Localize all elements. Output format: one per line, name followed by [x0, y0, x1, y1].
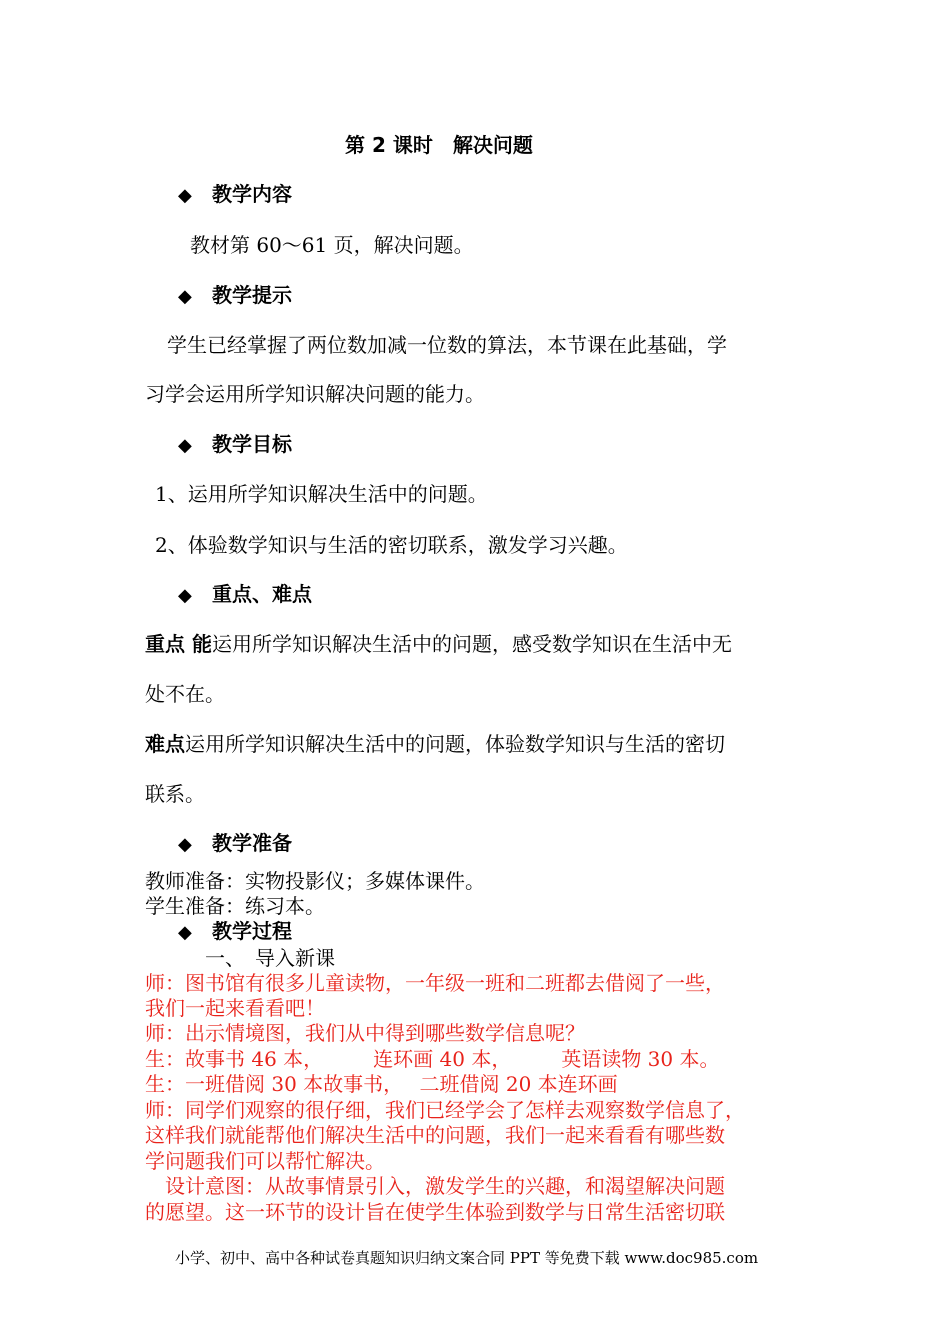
- content-heading-text: 教学内容: [212, 182, 292, 206]
- diamond-bullet-icon: ◆: [178, 286, 192, 307]
- page-footer: 小学、初中、高中各种试卷真题知识归纳文案合同 PPT 等免费下载 www.doc985.com: [175, 1249, 759, 1267]
- section-heading-hint: [178, 279, 292, 308]
- diamond-bullet-icon: ◆: [178, 585, 192, 606]
- hint-line-1: 学生已经掌握了两位数加减一位数的算法，本节课在此基础，学: [167, 333, 727, 357]
- process-line: 设计意图：从故事情景引入，激发学生的兴趣，和渴望解决问题: [145, 1174, 725, 1198]
- hint-line-2: 习学会运用所学知识解决问题的能力。: [145, 382, 485, 406]
- process-step-1: 一、 导入新课: [205, 946, 335, 970]
- difficulty-text: 运用所学知识解决生活中的问题，体验数学知识与生活的密切: [185, 732, 725, 756]
- key-point-line-2: 处不在。: [145, 682, 225, 706]
- section-heading-content: [178, 178, 292, 207]
- key-point-text: 运用所学知识解决生活中的问题，感受数学知识在生活中无: [211, 632, 732, 656]
- hint-heading-text: 教学提示: [212, 283, 292, 307]
- process-line: 生：一班借阅 30 本故事书， 二班借阅 20 本连环画: [145, 1072, 618, 1096]
- process-line: 的愿望。这一环节的设计旨在使学生体验到数学与日常生活密切联: [145, 1200, 725, 1224]
- process-line: 学问题我们可以帮忙解决。: [145, 1149, 385, 1173]
- diamond-bullet-icon: ◆: [178, 834, 192, 855]
- prep-student: 学生准备：练习本。: [145, 894, 325, 918]
- key-point-label: 重点 能: [145, 632, 212, 656]
- process-line: 师：出示情境图，我们从中得到哪些数学信息呢？: [145, 1021, 585, 1045]
- difficulty-line-2: 联系。: [145, 782, 205, 806]
- section-heading-prep: [178, 827, 292, 856]
- page-title: 第 2 课时 解决问题: [345, 133, 533, 157]
- process-line: 师：图书馆有很多儿童读物，一年级一班和二班都去借阅了一些，: [145, 971, 725, 995]
- difficulty-label: 难点: [145, 732, 185, 756]
- process-line: 生：故事书 46 本， 连环画 40 本， 英语读物 30 本。: [145, 1047, 720, 1071]
- process-heading-text: 教学过程: [212, 919, 292, 943]
- process-line: 这样我们就能帮他们解决生活中的问题，我们一起来看看有哪些数: [145, 1123, 725, 1147]
- diamond-bullet-icon: ◆: [178, 185, 192, 206]
- section-heading-keypoints: [178, 578, 312, 607]
- section-heading-process: [178, 915, 292, 944]
- goal-item-2: 2、体验数学知识与生活的密切联系，激发学习兴趣。: [155, 533, 628, 557]
- difficulty-line-1: [145, 728, 725, 757]
- process-line: 师：同学们观察的很仔细，我们已经学会了怎样去观察数学信息了，: [145, 1098, 745, 1122]
- diamond-bullet-icon: ◆: [178, 922, 192, 943]
- keypoints-heading-text: 重点、难点: [212, 582, 312, 606]
- prep-heading-text: 教学准备: [212, 831, 292, 855]
- prep-teacher: 教师准备：实物投影仪；多媒体课件。: [145, 869, 485, 893]
- goals-heading-text: 教学目标: [212, 432, 292, 456]
- key-point-line-1: [145, 628, 732, 657]
- goal-item-1: 1、运用所学知识解决生活中的问题。: [155, 482, 488, 506]
- process-line: 我们一起来看看吧！: [145, 996, 325, 1020]
- diamond-bullet-icon: ◆: [178, 435, 192, 456]
- content-text: 教材第 60～61 页，解决问题。: [190, 233, 474, 257]
- section-heading-goals: [178, 428, 292, 457]
